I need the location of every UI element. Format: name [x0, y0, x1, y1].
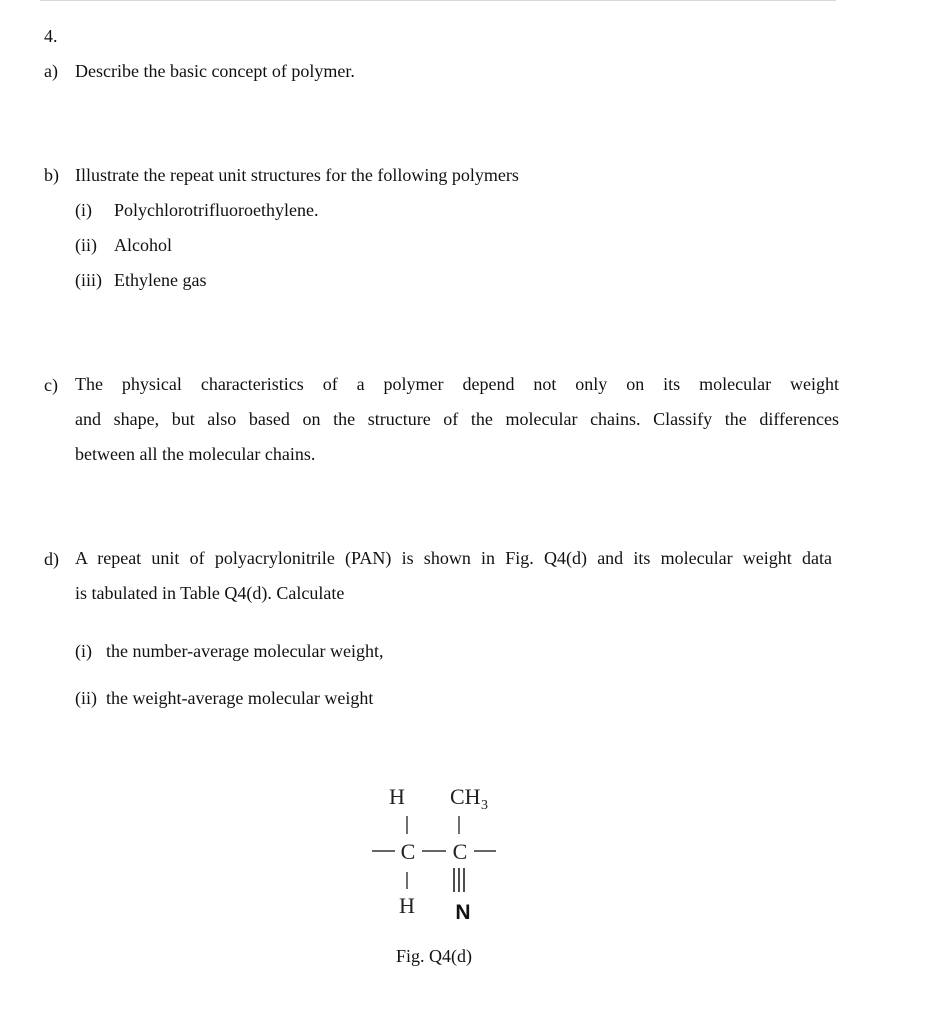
part-d-label: d): [44, 549, 59, 569]
part-d-line: is tabulated in Table Q4(d). Calculate: [75, 583, 345, 603]
atom-h-top: H: [389, 784, 405, 809]
part-a-text: Describe the basic concept of polymer.: [75, 61, 355, 81]
part-b-item-text: Ethylene gas: [114, 270, 207, 290]
atom-c-right: C: [452, 839, 468, 864]
atom-ch-top: CH: [450, 784, 481, 809]
part-c-label: c): [44, 375, 58, 395]
part-b-text: Illustrate the repeat unit structures for the following polymers: [75, 165, 519, 185]
part-c-paragraph: [75, 367, 839, 472]
atom-subscript: 3: [481, 798, 488, 813]
part-d-item-label: (i): [75, 641, 92, 661]
atom-n-bottom: N: [455, 901, 471, 924]
top-rule: [40, 0, 836, 1]
question-number: 4.: [44, 26, 58, 46]
pan-repeat-unit-structure: [360, 778, 510, 928]
part-c-line: between all the molecular chains.: [75, 444, 316, 464]
part-d-paragraph: [75, 541, 832, 611]
part-b-label: b): [44, 165, 59, 185]
atom-h-bottom: H: [399, 893, 415, 918]
part-b-item-text: Polychlorotrifluoroethylene.: [114, 200, 319, 220]
part-b-item-label: (i): [75, 200, 92, 220]
figure-caption: Fig. Q4(d): [396, 946, 472, 966]
part-d-line: A repeat unit of polyacrylonitrile (PAN) is shown in Fig. Q4(d) and its molecular weight data: [75, 548, 832, 568]
part-d-item-text: the number-average molecular weight,: [106, 641, 384, 661]
part-c-line: and shape, but also based on the structure of the molecular chains. Classify the differences: [75, 409, 839, 429]
part-d-item-label: (ii): [75, 688, 97, 708]
part-b-item-text: Alcohol: [114, 235, 172, 255]
part-c-line: The physical characteristics of a polymer depend not only on its molecular weight: [75, 374, 839, 394]
part-a-label: a): [44, 61, 58, 81]
part-d-item-text: the weight-average molecular weight: [106, 688, 374, 708]
part-b-item-label: (ii): [75, 235, 97, 255]
part-b-item-label: (iii): [75, 270, 102, 290]
atom-c-left: C: [400, 839, 416, 864]
